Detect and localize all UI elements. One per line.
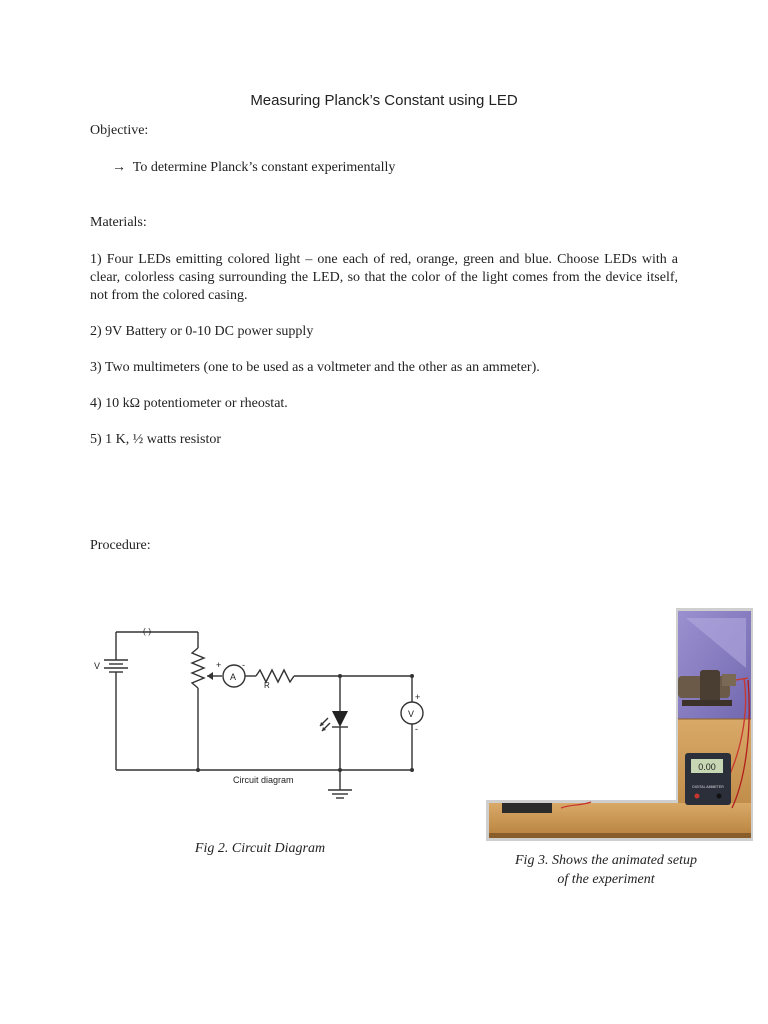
black-box xyxy=(502,803,552,813)
potentiometer xyxy=(192,648,204,688)
objective-heading: Objective: xyxy=(90,123,149,138)
ammeter-reading: 0.00 xyxy=(698,762,716,772)
resistor-label: R xyxy=(264,681,270,690)
ammeter-label: A xyxy=(230,672,237,682)
experiment-setup-image xyxy=(486,608,753,841)
led-diode-icon xyxy=(332,711,348,727)
material-item-5: 5) 1 K, ½ watts resistor xyxy=(90,432,222,447)
source-label: V xyxy=(94,661,101,671)
voltmeter-minus-label: - xyxy=(415,724,418,734)
material-item-2: 2) 9V Battery or 0-10 DC power supply xyxy=(90,324,314,339)
procedure-heading: Procedure: xyxy=(90,538,151,553)
ammeter-label: DIGITAL AMMETER xyxy=(692,785,724,789)
material-item-1: 1) Four LEDs emitting colored light – one each of red, orange, green and blue. Choose LEDs with a clear, colorless casing surrounding the LED, so that the color of the light comes from the device itself, not from the colored casing. xyxy=(90,252,678,303)
objective-item-text: To determine Planck’s constant experimentally xyxy=(132,160,396,175)
resistor xyxy=(256,670,294,682)
circuit-diagram xyxy=(88,622,448,807)
voltmeter-plus-label: + xyxy=(415,692,421,702)
materials-heading: Materials: xyxy=(90,215,147,230)
switch-label: (-) xyxy=(143,627,151,636)
figure-3-caption-line-2: of the experiment xyxy=(557,872,655,887)
circuit-inner-caption: Circuit diagram xyxy=(233,775,294,785)
material-item-3: 3) Two multimeters (one to be used as a voltmeter and the other as an ammeter). xyxy=(90,360,540,375)
figure-3-caption xyxy=(486,851,726,889)
objective-item xyxy=(112,160,395,176)
ammeter-minus-label: - xyxy=(242,660,245,670)
figure-2-caption: Fig 2. Circuit Diagram xyxy=(194,841,326,856)
figure-3-caption-line-1: Fig 3. Shows the animated setup xyxy=(515,853,697,868)
document-title: Measuring Planck’s Constant using LED xyxy=(250,92,518,109)
ammeter-plus-label: + xyxy=(216,660,222,670)
arrow-icon: → xyxy=(112,160,126,175)
wiper-arrow-icon xyxy=(207,672,213,680)
voltmeter-label: V xyxy=(408,709,415,719)
material-item-4: 4) 10 kΩ potentiometer or rheostat. xyxy=(90,396,288,411)
